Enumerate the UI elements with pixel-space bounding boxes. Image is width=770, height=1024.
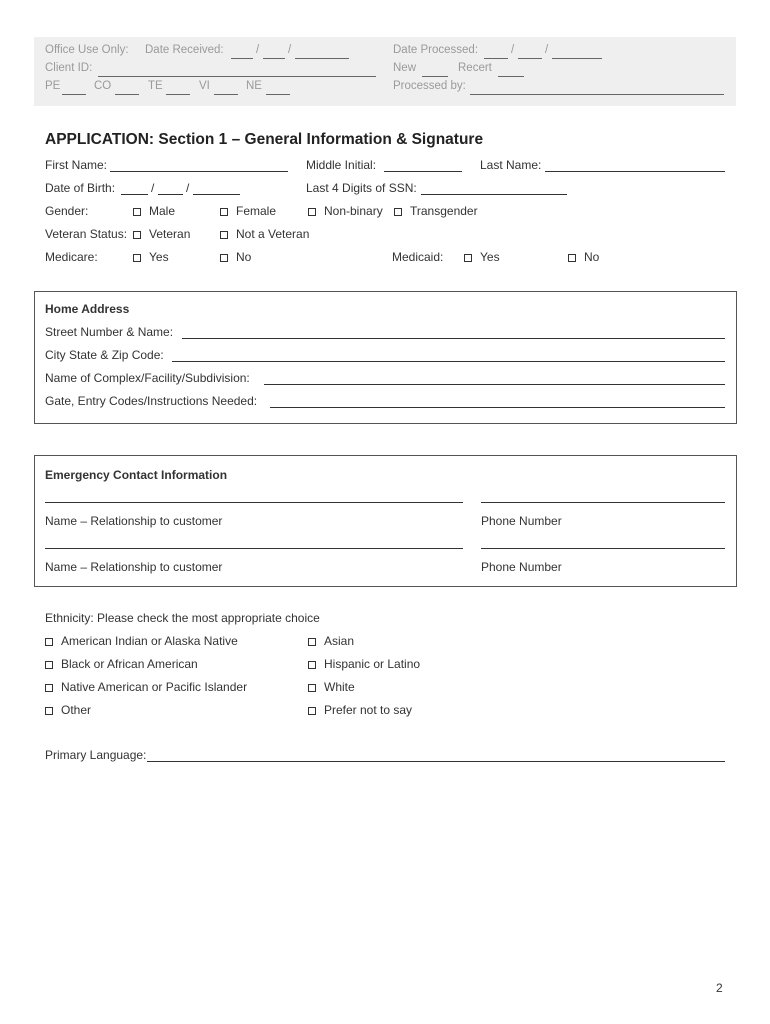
checkbox-icon[interactable] [220, 208, 228, 216]
ssn-label: Last 4 Digits of SSN: [306, 181, 417, 195]
checkbox-icon[interactable] [45, 638, 53, 646]
vi-field[interactable] [214, 94, 238, 95]
middle-initial-field[interactable] [384, 171, 462, 172]
date-received-mm[interactable] [231, 58, 253, 59]
vi-label: VI [199, 80, 210, 92]
gender-transgender-option[interactable]: Transgender [394, 204, 478, 218]
ssn-field[interactable] [421, 194, 567, 195]
last-name-label: Last Name: [480, 158, 542, 172]
emergency-phone-field-2[interactable] [481, 548, 725, 549]
ethnicity-prompt: Ethnicity: Please check the most appropriate choice [45, 611, 320, 625]
primary-language-field[interactable] [147, 761, 725, 762]
checkbox-icon[interactable] [133, 208, 141, 216]
recert-field[interactable] [498, 76, 524, 77]
date-processed-mm[interactable] [484, 58, 508, 59]
city-label: City State & Zip Code: [45, 348, 164, 362]
street-label: Street Number & Name: [45, 325, 174, 339]
ethnicity-option[interactable]: Native American or Pacific Islander [45, 680, 247, 694]
complex-label: Name of Complex/Facility/Subdivision: [45, 371, 250, 385]
processed-by-field[interactable] [470, 94, 724, 95]
medicaid-yes-option[interactable]: Yes [464, 250, 500, 264]
emergency-phone-field-1[interactable] [481, 502, 725, 503]
city-field[interactable] [172, 361, 725, 362]
veteran-option[interactable]: Veteran [133, 227, 190, 241]
emergency-contact-box [34, 455, 737, 587]
ethnicity-option[interactable]: Prefer not to say [308, 703, 412, 717]
name-relationship-label: Name – Relationship to customer [45, 560, 223, 574]
checkbox-icon[interactable] [45, 707, 53, 715]
ne-label: NE [246, 80, 262, 92]
processed-by-label: Processed by: [393, 80, 466, 92]
client-id-field[interactable] [98, 76, 376, 77]
recert-label: Recert [458, 62, 492, 74]
last-name-field[interactable] [545, 171, 725, 172]
checkbox-icon[interactable] [308, 684, 316, 692]
medicare-yes-option[interactable]: Yes [133, 250, 169, 264]
checkbox-icon[interactable] [220, 231, 228, 239]
checkbox-icon[interactable] [45, 661, 53, 669]
veteran-status-label: Veteran Status: [45, 227, 128, 241]
ethnicity-option[interactable]: Other [45, 703, 91, 717]
checkbox-icon[interactable] [464, 254, 472, 262]
medicaid-label: Medicaid: [392, 250, 444, 264]
street-field[interactable] [182, 338, 725, 339]
new-field[interactable] [422, 76, 448, 77]
date-received-dd[interactable] [263, 58, 285, 59]
page-title: APPLICATION: Section 1 – General Information & Signature [45, 131, 484, 148]
ethnicity-option[interactable]: American Indian or Alaska Native [45, 634, 238, 648]
office-use-block: Office Use Only: Date Received: / / Date Processed: / / Client ID: New Recert PE CO TE VI NE Processed by: [34, 37, 736, 106]
medicare-no-option[interactable]: No [220, 250, 251, 264]
first-name-label: First Name: [45, 158, 108, 172]
emergency-heading: Emergency Contact Information [45, 468, 228, 482]
ethnicity-option[interactable]: Asian [308, 634, 354, 648]
checkbox-icon[interactable] [133, 231, 141, 239]
name-relationship-label: Name – Relationship to customer [45, 514, 223, 528]
page-number: 2 [716, 981, 723, 995]
ethnicity-option[interactable]: Hispanic or Latino [308, 657, 420, 671]
dob-mm-field[interactable] [121, 194, 148, 195]
date-processed-dd[interactable] [518, 58, 542, 59]
home-address-heading: Home Address [45, 302, 130, 316]
gender-nonbinary-option[interactable]: Non-binary [308, 204, 383, 218]
checkbox-icon[interactable] [220, 254, 228, 262]
ethnicity-option[interactable]: White [308, 680, 355, 694]
gender-female-option[interactable]: Female [220, 204, 276, 218]
new-label: New [393, 62, 417, 74]
pe-label: PE [45, 80, 61, 92]
checkbox-icon[interactable] [308, 638, 316, 646]
complex-field[interactable] [264, 384, 725, 385]
te-label: TE [148, 80, 163, 92]
emergency-name-field-2[interactable] [45, 548, 463, 549]
client-id-label: Client ID: [45, 62, 93, 74]
date-received-label: Date Received: [145, 44, 224, 56]
checkbox-icon[interactable] [308, 707, 316, 715]
primary-language-label: Primary Language: [45, 748, 147, 762]
dob-label: Date of Birth: [45, 181, 116, 195]
date-received-yy[interactable] [295, 58, 349, 59]
phone-number-label: Phone Number [481, 560, 562, 574]
dob-dd-field[interactable] [158, 194, 183, 195]
pe-field[interactable] [62, 94, 86, 95]
co-field[interactable] [115, 94, 139, 95]
checkbox-icon[interactable] [568, 254, 576, 262]
co-label: CO [94, 80, 112, 92]
te-field[interactable] [166, 94, 190, 95]
checkbox-icon[interactable] [133, 254, 141, 262]
medicare-label: Medicare: [45, 250, 98, 264]
date-processed-yy[interactable] [552, 58, 602, 59]
ne-field[interactable] [266, 94, 290, 95]
checkbox-icon[interactable] [308, 661, 316, 669]
middle-initial-label: Middle Initial: [306, 158, 377, 172]
home-address-box [34, 291, 737, 424]
dob-yy-field[interactable] [193, 194, 240, 195]
first-name-field[interactable] [110, 171, 288, 172]
gender-label: Gender: [45, 204, 89, 218]
checkbox-icon[interactable] [394, 208, 402, 216]
checkbox-icon[interactable] [308, 208, 316, 216]
date-processed-label: Date Processed: [393, 44, 479, 56]
office-use-label: Office Use Only: [45, 44, 129, 56]
gender-male-option[interactable]: Male [133, 204, 175, 218]
emergency-name-field-1[interactable] [45, 502, 463, 503]
medicaid-no-option[interactable]: No [568, 250, 599, 264]
phone-number-label: Phone Number [481, 514, 562, 528]
gate-label: Gate, Entry Codes/Instructions Needed: [45, 394, 258, 408]
ethnicity-option[interactable]: Black or African American [45, 657, 198, 671]
checkbox-icon[interactable] [45, 684, 53, 692]
gate-field[interactable] [270, 407, 725, 408]
not-veteran-option[interactable]: Not a Veteran [220, 227, 309, 241]
